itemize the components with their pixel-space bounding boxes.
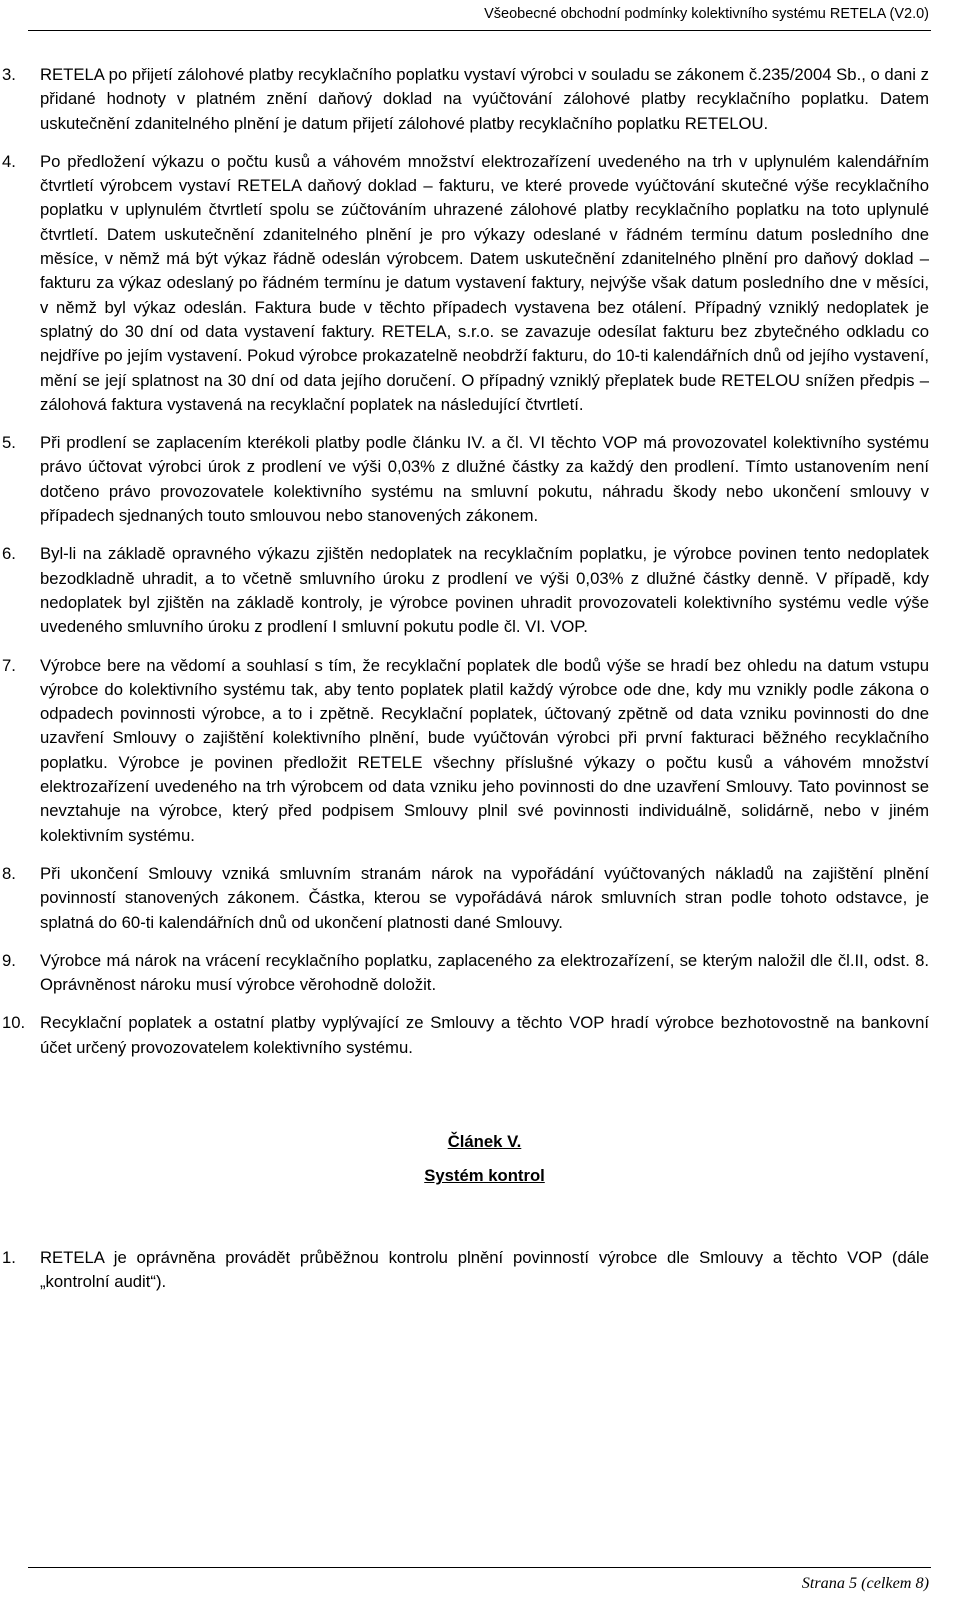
item-number: 1. [2,1247,16,1267]
list-item [2,63,929,136]
item-number: 4. [2,151,16,171]
list-item [2,862,929,935]
item-text: Po předložení výkazu o počtu kusů a váhovém množství elektrozařízení uvedeného na trh v uplynulém kalendářním čtvrtletí výrobcem vystaví RETELA daňový doklad – fakturu, ve které provede vyúčtování skutečné výše recyklačního poplatku v uplynulém čtvrtletí spolu se zúčtováním uhrazené zálohové platby recyklačního poplatku na toto uplynulé čtvrtletí. Datem uskutečnění zdanitelného plnění je pro výkazy odeslané v řádném termínu datum posledního dne měsíce, v němž má být výkaz řádně odeslán výrobcem. Datem uskutečnění zdanitelného plnění pro daňový doklad – fakturu za výkaz odeslaný po řádném termínu je datum vystavení faktury, nejvýše však datum posledního dne v měsíci, v němž byl výkaz odeslán. Faktura bude v těchto případech vystavena bez otálení. Případný vzniklý nedoplatek je splatný do 30 dní od data vystavení faktury. RETELA, s.r.o. se zavazuje odesílat fakturu bez zbytečného odkladu co nejdříve po jejím vystavení. Pokud výrobce prokazatelně neobdrží fakturu, do 10-ti kalendářních dnů od jejího vystavení, mění se její splatnost na 30 dní od data jejího doručení. O případný vzniklý přeplatek bude RETELOU snížen předpis – zálohová faktura vystavená na recyklační poplatek na následující čtvrtletí. [40,151,929,414]
document-body [2,63,929,1294]
list-item [2,949,929,998]
item-number: 6. [2,544,16,564]
footer-divider [28,1567,931,1568]
item-number: 5. [2,433,16,453]
item-number: 8. [2,863,16,883]
item-text: Výrobce bere na vědomí a souhlasí s tím, že recyklační poplatek dle bodů výše se hradí bez ohledu na datum vstupu výrobce do kolektivního systému tak, aby tento poplatek platil každý výrobce ode dne, kdy mu vznikly podle zákona o odpadech povinnosti výrobce, a to i zpětně. Recyklační poplatek, účtovaný zpětně od data vzniku povinnosti do dne uzavření Smlouvy o zajištění kolektivního plnění, bude vyúčtován výrobci při první fakturaci běžného recyklačního poplatku. Výrobce je povinen předložit RETELE všechny příslušné výkazy o počtu kusů a váhovém množství elektrozařízení uvedeného na trh výrobcem od data vzniku jeho povinnosti do dne uzavření Smlouvy. Tato povinnost se nevztahuje na výrobce, který před podpisem Smlouvy plnil své povinnosti individuálně, solidárně, nebo v jiném kolektivním systému. [40,655,929,845]
page-header-title: Všeobecné obchodní podmínky kolektivního systému RETELA (V2.0) [484,6,929,22]
item-text: Výrobce má nárok na vrácení recyklačního poplatku, zaplaceného za elektrozařízení, se kterým naložil dle čl.II, odst. 8. Oprávněnost nároku musí výrobce věrohodně doložit. [40,950,929,995]
item-text: RETELA po přijetí zálohové platby recyklačního poplatku vystaví výrobci v souladu se zákonem č.235/2004 Sb., o dani z přidané hodnoty v platném znění daňový doklad na vyúčtování zálohové platby recyklačního poplatku. Datem uskutečnění zdanitelného plnění je datum přijetí zálohové platby recyklačního poplatku RETELOU. [40,65,929,133]
list-item [2,654,929,848]
item-number: 9. [2,950,16,970]
item-number: 7. [2,655,16,675]
list-item [2,1011,929,1060]
item-number: 10. [2,1013,26,1033]
list-item [2,431,929,528]
article-subtitle: Systém kontrol [424,1166,545,1186]
item-number: 3. [2,65,16,84]
item-text: RETELA je oprávněna provádět průběžnou kontrolu plnění povinností výrobce dle Smlouvy a těchto VOP (dále „kontrolní audit“). [40,1247,929,1291]
item-text: Při prodlení se zaplacením kterékoli platby podle článku IV. a čl. VI těchto VOP má provozovatel kolektivního systému právo účtovat výrobci úrok z prodlení ve výši 0,03% z dlužné částky za každý den prodlení. Tímto ustanovením není dotčeno právo provozovatele kolektivního systému na smluvní pokutu, náhradu škody nebo ukončení smlouvy v případech sjednaných touto smlouvou nebo stanovených zákonem. [40,433,929,526]
list-item [2,150,929,417]
list-item [2,1246,929,1295]
page-number: Strana 5 (celkem 8) [801,1574,929,1592]
list-item [2,542,929,639]
article-title: Článek V. [447,1131,522,1151]
item-text: Při ukončení Smlouvy vzniká smluvním stranám nárok na vypořádání vyúčtovaných nákladů na zajištění plnění povinností stanovených zákonem. Částka, kterou se vypořádává nárok smluvních stran podle tohoto odstavce, je splatná do 60-ti kalendářních dnů od ukončení platnosti dané Smlouvy. [40,863,929,932]
header-divider [28,30,931,31]
item-text: Byl-li na základě opravného výkazu zjištěn nedoplatek na recyklačním poplatku, je výrobce povinen tento nedoplatek bezodkladně uhradit, a to včetně smluvního úroku z prodlení ve výši 0,03% z dlužné částky denně. V případě, kdy nedoplatek byl zjištěn na základě kontroly, je výrobce povinen uhradit provozovateli kolektivního systému vedle výše uvedeného smluvního úroku z prodlení I smluvní pokutu podle čl. VI. VOP. [40,544,929,637]
item-text: Recyklační poplatek a ostatní platby vyplývající ze Smlouvy a těchto VOP hradí výrobce bezhotovostně na bankovní účet určený provozovatelem kolektivního systému. [40,1013,929,1057]
